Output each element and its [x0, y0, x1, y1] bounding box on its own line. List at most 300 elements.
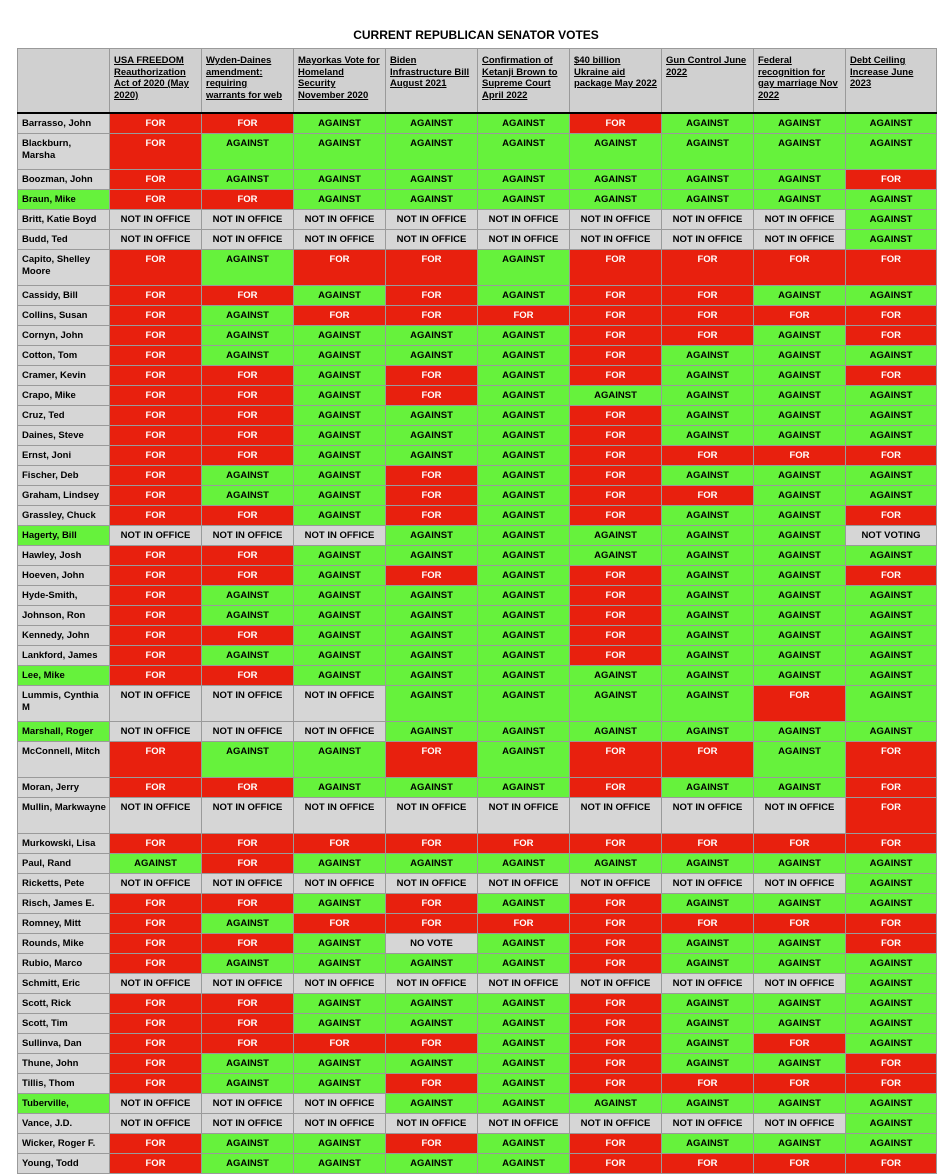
- senator-name: Capito, Shelley Moore: [18, 250, 110, 286]
- vote-cell: AGAINST: [478, 326, 570, 346]
- table-row: [18, 406, 937, 426]
- vote-cell: FOR: [570, 486, 662, 506]
- vote-cell: FOR: [202, 190, 294, 210]
- vote-cell: AGAINST: [754, 113, 846, 134]
- vote-cell: FOR: [386, 250, 478, 286]
- vote-cell: AGAINST: [662, 894, 754, 914]
- vote-cell: FOR: [386, 466, 478, 486]
- vote-cell: NOT IN OFFICE: [386, 798, 478, 834]
- table-row: [18, 426, 937, 446]
- vote-cell: NOT IN OFFICE: [478, 230, 570, 250]
- vote-cell: AGAINST: [662, 546, 754, 566]
- senator-name: McConnell, Mitch: [18, 742, 110, 778]
- vote-cell: AGAINST: [570, 170, 662, 190]
- table-row: [18, 646, 937, 666]
- vote-cell: AGAINST: [294, 778, 386, 798]
- vote-cell: AGAINST: [478, 134, 570, 170]
- vote-cell: NOT IN OFFICE: [570, 798, 662, 834]
- vote-cell: AGAINST: [846, 586, 937, 606]
- column-header-name: [18, 49, 110, 114]
- vote-cell: FOR: [846, 1054, 937, 1074]
- vote-cell: NOT IN OFFICE: [386, 974, 478, 994]
- vote-cell: AGAINST: [386, 1054, 478, 1074]
- vote-cell: AGAINST: [570, 666, 662, 686]
- vote-cell: NOT IN OFFICE: [110, 210, 202, 230]
- vote-cell: NOT IN OFFICE: [110, 798, 202, 834]
- vote-cell: AGAINST: [478, 1054, 570, 1074]
- vote-cell: FOR: [110, 834, 202, 854]
- vote-cell: FOR: [570, 626, 662, 646]
- vote-cell: FOR: [846, 1074, 937, 1094]
- vote-cell: NOT IN OFFICE: [478, 974, 570, 994]
- vote-cell: FOR: [570, 446, 662, 466]
- vote-cell: FOR: [662, 326, 754, 346]
- vote-cell: FOR: [110, 778, 202, 798]
- vote-cell: FOR: [570, 286, 662, 306]
- vote-cell: FOR: [386, 834, 478, 854]
- vote-cell: AGAINST: [478, 446, 570, 466]
- vote-cell: AGAINST: [570, 854, 662, 874]
- vote-cell: AGAINST: [294, 894, 386, 914]
- vote-cell: FOR: [202, 506, 294, 526]
- vote-cell: FOR: [110, 1014, 202, 1034]
- vote-cell: FOR: [202, 406, 294, 426]
- vote-cell: FOR: [202, 546, 294, 566]
- vote-cell: FOR: [110, 426, 202, 446]
- senator-name: Mullin, Markwayne: [18, 798, 110, 834]
- vote-cell: AGAINST: [662, 934, 754, 954]
- vote-cell: AGAINST: [478, 934, 570, 954]
- table-row: [18, 606, 937, 626]
- vote-cell: NOT IN OFFICE: [202, 526, 294, 546]
- vote-cell: NOT IN OFFICE: [294, 526, 386, 546]
- vote-cell: FOR: [662, 914, 754, 934]
- vote-cell: FOR: [754, 1074, 846, 1094]
- vote-cell: AGAINST: [294, 170, 386, 190]
- vote-cell: FOR: [294, 914, 386, 934]
- vote-cell: NOT IN OFFICE: [662, 210, 754, 230]
- senator-name: Romney, Mitt: [18, 914, 110, 934]
- vote-cell: AGAINST: [478, 666, 570, 686]
- vote-cell: NOT IN OFFICE: [202, 974, 294, 994]
- vote-cell: AGAINST: [754, 1134, 846, 1154]
- vote-cell: NOT IN OFFICE: [662, 874, 754, 894]
- vote-cell: AGAINST: [754, 426, 846, 446]
- senator-name: Marshall, Roger: [18, 722, 110, 742]
- vote-cell: FOR: [570, 778, 662, 798]
- vote-cell: AGAINST: [754, 1014, 846, 1034]
- vote-cell: AGAINST: [478, 286, 570, 306]
- table-row: [18, 286, 937, 306]
- vote-cell: FOR: [202, 286, 294, 306]
- vote-cell: AGAINST: [662, 606, 754, 626]
- vote-cell: AGAINST: [662, 526, 754, 546]
- senator-name: Moran, Jerry: [18, 778, 110, 798]
- table-row: [18, 778, 937, 798]
- vote-cell: AGAINST: [294, 113, 386, 134]
- vote-cell: AGAINST: [754, 134, 846, 170]
- senator-name: Budd, Ted: [18, 230, 110, 250]
- vote-cell: AGAINST: [202, 306, 294, 326]
- vote-cell: FOR: [110, 446, 202, 466]
- vote-cell: AGAINST: [294, 366, 386, 386]
- vote-cell: AGAINST: [662, 586, 754, 606]
- vote-cell: NOT IN OFFICE: [662, 798, 754, 834]
- vote-cell: AGAINST: [386, 686, 478, 722]
- vote-cell: AGAINST: [846, 722, 937, 742]
- vote-cell: AGAINST: [478, 994, 570, 1014]
- vote-cell: AGAINST: [846, 486, 937, 506]
- vote-cell: NOT IN OFFICE: [294, 210, 386, 230]
- senator-name: Wicker, Roger F.: [18, 1134, 110, 1154]
- table-row: [18, 1014, 937, 1034]
- table-row: [18, 914, 937, 934]
- vote-cell: FOR: [846, 366, 937, 386]
- vote-cell: NOT IN OFFICE: [478, 210, 570, 230]
- vote-cell: NOT IN OFFICE: [110, 974, 202, 994]
- senator-name: Vance, J.D.: [18, 1114, 110, 1134]
- table-row: [18, 1054, 937, 1074]
- vote-cell: AGAINST: [662, 170, 754, 190]
- table-row: [18, 170, 937, 190]
- senator-name: Collins, Susan: [18, 306, 110, 326]
- vote-cell: AGAINST: [386, 326, 478, 346]
- vote-cell: FOR: [846, 1154, 937, 1174]
- vote-cell: FOR: [294, 834, 386, 854]
- vote-cell: AGAINST: [386, 994, 478, 1014]
- vote-cell: AGAINST: [846, 113, 937, 134]
- vote-cell: FOR: [846, 934, 937, 954]
- column-header-mayorkas: Mayorkas Vote for Homeland Security November 2020: [294, 49, 386, 114]
- vote-cell: NOT IN OFFICE: [294, 1114, 386, 1134]
- vote-cell: AGAINST: [294, 1154, 386, 1174]
- vote-cell: AGAINST: [754, 646, 846, 666]
- vote-cell: AGAINST: [570, 386, 662, 406]
- vote-cell: AGAINST: [754, 606, 846, 626]
- vote-cell: AGAINST: [754, 994, 846, 1014]
- vote-cell: AGAINST: [478, 406, 570, 426]
- vote-cell: AGAINST: [294, 742, 386, 778]
- table-row: [18, 854, 937, 874]
- vote-cell: AGAINST: [294, 134, 386, 170]
- vote-cell: FOR: [662, 446, 754, 466]
- vote-cell: AGAINST: [478, 190, 570, 210]
- vote-cell: AGAINST: [294, 466, 386, 486]
- vote-cell: AGAINST: [846, 606, 937, 626]
- vote-cell: FOR: [846, 446, 937, 466]
- senator-name: Daines, Steve: [18, 426, 110, 446]
- table-row: [18, 954, 937, 974]
- vote-cell: NOT IN OFFICE: [754, 798, 846, 834]
- vote-cell: FOR: [754, 914, 846, 934]
- vote-cell: AGAINST: [846, 954, 937, 974]
- vote-cell: FOR: [110, 386, 202, 406]
- vote-cell: FOR: [570, 306, 662, 326]
- vote-cell: FOR: [570, 954, 662, 974]
- vote-cell: AGAINST: [202, 1054, 294, 1074]
- vote-cell: AGAINST: [754, 170, 846, 190]
- vote-cell: FOR: [570, 113, 662, 134]
- vote-cell: FOR: [570, 506, 662, 526]
- table-row: [18, 306, 937, 326]
- vote-cell: FOR: [294, 1034, 386, 1054]
- vote-cell: FOR: [386, 914, 478, 934]
- vote-cell: AGAINST: [478, 250, 570, 286]
- table-row: [18, 190, 937, 210]
- senator-name: Britt, Katie Boyd: [18, 210, 110, 230]
- vote-cell: FOR: [570, 1134, 662, 1154]
- vote-cell: AGAINST: [294, 606, 386, 626]
- vote-cell: AGAINST: [478, 626, 570, 646]
- vote-cell: AGAINST: [478, 954, 570, 974]
- vote-cell: AGAINST: [294, 346, 386, 366]
- vote-cell: FOR: [570, 834, 662, 854]
- vote-cell: AGAINST: [754, 954, 846, 974]
- vote-cell: AGAINST: [662, 386, 754, 406]
- vote-cell: AGAINST: [478, 1134, 570, 1154]
- vote-cell: AGAINST: [754, 366, 846, 386]
- vote-cell: FOR: [110, 1034, 202, 1054]
- column-header-gun-control: Gun Control June 2022: [662, 49, 754, 114]
- vote-cell: FOR: [110, 742, 202, 778]
- table-row: [18, 326, 937, 346]
- senator-name: Scott, Tim: [18, 1014, 110, 1034]
- vote-cell: AGAINST: [662, 1014, 754, 1034]
- vote-cell: NOT IN OFFICE: [570, 1114, 662, 1134]
- vote-cell: FOR: [110, 286, 202, 306]
- table-row: [18, 834, 937, 854]
- vote-cell: FOR: [202, 834, 294, 854]
- vote-cell: FOR: [110, 586, 202, 606]
- vote-cell: AGAINST: [754, 722, 846, 742]
- senator-name: Cotton, Tom: [18, 346, 110, 366]
- vote-cell: FOR: [570, 646, 662, 666]
- vote-cell: FOR: [202, 1014, 294, 1034]
- vote-cell: AGAINST: [662, 778, 754, 798]
- vote-cell: AGAINST: [202, 466, 294, 486]
- vote-cell: AGAINST: [478, 686, 570, 722]
- vote-cell: AGAINST: [386, 134, 478, 170]
- vote-cell: AGAINST: [846, 346, 937, 366]
- vote-cell: NOT IN OFFICE: [202, 1114, 294, 1134]
- vote-cell: NOT IN OFFICE: [110, 230, 202, 250]
- page-title: CURRENT REPUBLICAN SENATOR VOTES: [353, 28, 599, 42]
- vote-cell: FOR: [110, 346, 202, 366]
- vote-cell: AGAINST: [662, 406, 754, 426]
- vote-cell: FOR: [570, 250, 662, 286]
- vote-cell: AGAINST: [754, 386, 846, 406]
- vote-cell: FOR: [754, 686, 846, 722]
- table-row: [18, 113, 937, 134]
- vote-cell: AGAINST: [202, 646, 294, 666]
- senator-name: Scott, Rick: [18, 994, 110, 1014]
- vote-cell: FOR: [110, 666, 202, 686]
- vote-cell: FOR: [754, 250, 846, 286]
- vote-cell: AGAINST: [202, 134, 294, 170]
- vote-cell: AGAINST: [386, 406, 478, 426]
- vote-cell: AGAINST: [294, 406, 386, 426]
- vote-cell: AGAINST: [202, 1074, 294, 1094]
- vote-cell: FOR: [570, 566, 662, 586]
- senator-name: Young, Todd: [18, 1154, 110, 1174]
- vote-cell: AGAINST: [386, 426, 478, 446]
- vote-cell: AGAINST: [662, 1054, 754, 1074]
- vote-cell: FOR: [478, 914, 570, 934]
- vote-cell: AGAINST: [294, 446, 386, 466]
- vote-cell: AGAINST: [294, 1074, 386, 1094]
- vote-cell: AGAINST: [478, 506, 570, 526]
- vote-cell: FOR: [110, 606, 202, 626]
- table-row: [18, 546, 937, 566]
- vote-cell: AGAINST: [754, 526, 846, 546]
- vote-cell: AGAINST: [478, 366, 570, 386]
- vote-cell: AGAINST: [386, 346, 478, 366]
- vote-cell: AGAINST: [846, 666, 937, 686]
- table-row: [18, 1134, 937, 1154]
- vote-cell: NOT IN OFFICE: [662, 1114, 754, 1134]
- vote-cell: FOR: [570, 1154, 662, 1174]
- vote-cell: AGAINST: [846, 854, 937, 874]
- vote-cell: AGAINST: [662, 1134, 754, 1154]
- vote-cell: AGAINST: [478, 466, 570, 486]
- vote-cell: AGAINST: [294, 486, 386, 506]
- vote-cell: AGAINST: [662, 466, 754, 486]
- vote-cell: FOR: [754, 1034, 846, 1054]
- vote-cell: FOR: [386, 486, 478, 506]
- column-header-wyden-daines: Wyden-Daines amendment: requiring warrants for web: [202, 49, 294, 114]
- senator-name: Cramer, Kevin: [18, 366, 110, 386]
- vote-cell: AGAINST: [846, 646, 937, 666]
- vote-cell: AGAINST: [202, 586, 294, 606]
- vote-cell: FOR: [570, 326, 662, 346]
- vote-cell: NOT IN OFFICE: [294, 798, 386, 834]
- vote-cell: AGAINST: [294, 1054, 386, 1074]
- vote-cell: AGAINST: [386, 626, 478, 646]
- vote-cell: NOT IN OFFICE: [294, 230, 386, 250]
- vote-cell: AGAINST: [570, 190, 662, 210]
- vote-cell: NOT IN OFFICE: [110, 1114, 202, 1134]
- vote-cell: AGAINST: [754, 326, 846, 346]
- vote-cell: AGAINST: [662, 994, 754, 1014]
- vote-cell: FOR: [202, 426, 294, 446]
- senator-name: Rounds, Mike: [18, 934, 110, 954]
- vote-cell: FOR: [478, 834, 570, 854]
- vote-cell: AGAINST: [754, 486, 846, 506]
- senator-name: Crapo, Mike: [18, 386, 110, 406]
- vote-cell: NOT IN OFFICE: [110, 874, 202, 894]
- vote-cell: AGAINST: [662, 366, 754, 386]
- senator-name: Braun, Mike: [18, 190, 110, 210]
- vote-cell: FOR: [202, 386, 294, 406]
- vote-cell: AGAINST: [754, 1054, 846, 1074]
- header-row: [18, 49, 937, 114]
- table-row: [18, 874, 937, 894]
- senator-name: Thune, John: [18, 1054, 110, 1074]
- senator-name: Cassidy, Bill: [18, 286, 110, 306]
- vote-cell: FOR: [110, 566, 202, 586]
- vote-cell: FOR: [754, 834, 846, 854]
- vote-cell: AGAINST: [386, 954, 478, 974]
- vote-cell: AGAINST: [570, 134, 662, 170]
- vote-cell: FOR: [110, 954, 202, 974]
- vote-cell: AGAINST: [478, 1154, 570, 1174]
- table-row: [18, 1114, 937, 1134]
- vote-cell: NOT IN OFFICE: [570, 230, 662, 250]
- vote-cell: AGAINST: [846, 1134, 937, 1154]
- vote-cell: AGAINST: [754, 1094, 846, 1114]
- table-row: [18, 566, 937, 586]
- vote-cell: AGAINST: [754, 586, 846, 606]
- table-row: [18, 626, 937, 646]
- vote-cell: AGAINST: [386, 722, 478, 742]
- vote-cell: FOR: [110, 486, 202, 506]
- vote-cell: NOT IN OFFICE: [294, 974, 386, 994]
- table-row: [18, 486, 937, 506]
- vote-cell: AGAINST: [202, 606, 294, 626]
- vote-cell: AGAINST: [386, 666, 478, 686]
- vote-cell: AGAINST: [478, 386, 570, 406]
- vote-cell: AGAINST: [662, 1034, 754, 1054]
- vote-cell: FOR: [110, 326, 202, 346]
- vote-cell: FOR: [202, 626, 294, 646]
- vote-cell: FOR: [386, 306, 478, 326]
- vote-cell: FOR: [662, 1154, 754, 1174]
- vote-cell: FOR: [202, 894, 294, 914]
- vote-cell: AGAINST: [570, 686, 662, 722]
- table-row: [18, 686, 937, 722]
- vote-cell: AGAINST: [662, 854, 754, 874]
- table-row: [18, 934, 937, 954]
- vote-cell: AGAINST: [570, 526, 662, 546]
- column-header-debt-ceiling: Debt Ceiling Increase June 2023: [846, 49, 937, 114]
- vote-cell: NOT IN OFFICE: [478, 1114, 570, 1134]
- senator-name: Grassley, Chuck: [18, 506, 110, 526]
- table-row: [18, 1074, 937, 1094]
- vote-cell: AGAINST: [846, 974, 937, 994]
- vote-cell: FOR: [570, 366, 662, 386]
- table-row: [18, 666, 937, 686]
- vote-cell: NOT IN OFFICE: [754, 210, 846, 230]
- vote-cell: FOR: [846, 326, 937, 346]
- vote-cell: FOR: [110, 914, 202, 934]
- vote-cell: AGAINST: [294, 566, 386, 586]
- table-row: [18, 994, 937, 1014]
- vote-cell: AGAINST: [202, 326, 294, 346]
- table-row: [18, 230, 937, 250]
- senator-name: Ernst, Joni: [18, 446, 110, 466]
- vote-cell: AGAINST: [846, 466, 937, 486]
- vote-cell: FOR: [110, 113, 202, 134]
- vote-cell: NOT IN OFFICE: [478, 874, 570, 894]
- vote-cell: NOT IN OFFICE: [386, 230, 478, 250]
- senator-name: Tillis, Thom: [18, 1074, 110, 1094]
- vote-cell: AGAINST: [754, 894, 846, 914]
- vote-cell: FOR: [662, 486, 754, 506]
- vote-cell: AGAINST: [294, 386, 386, 406]
- vote-cell: AGAINST: [294, 646, 386, 666]
- vote-cell: FOR: [570, 994, 662, 1014]
- senator-name: Paul, Rand: [18, 854, 110, 874]
- vote-cell: NOT IN OFFICE: [202, 722, 294, 742]
- vote-cell: AGAINST: [478, 170, 570, 190]
- vote-cell: NOT IN OFFICE: [386, 210, 478, 230]
- vote-cell: FOR: [570, 742, 662, 778]
- vote-cell: AGAINST: [754, 566, 846, 586]
- table-row: [18, 742, 937, 778]
- table-row: [18, 466, 937, 486]
- vote-cell: FOR: [570, 934, 662, 954]
- vote-cell: AGAINST: [662, 1094, 754, 1114]
